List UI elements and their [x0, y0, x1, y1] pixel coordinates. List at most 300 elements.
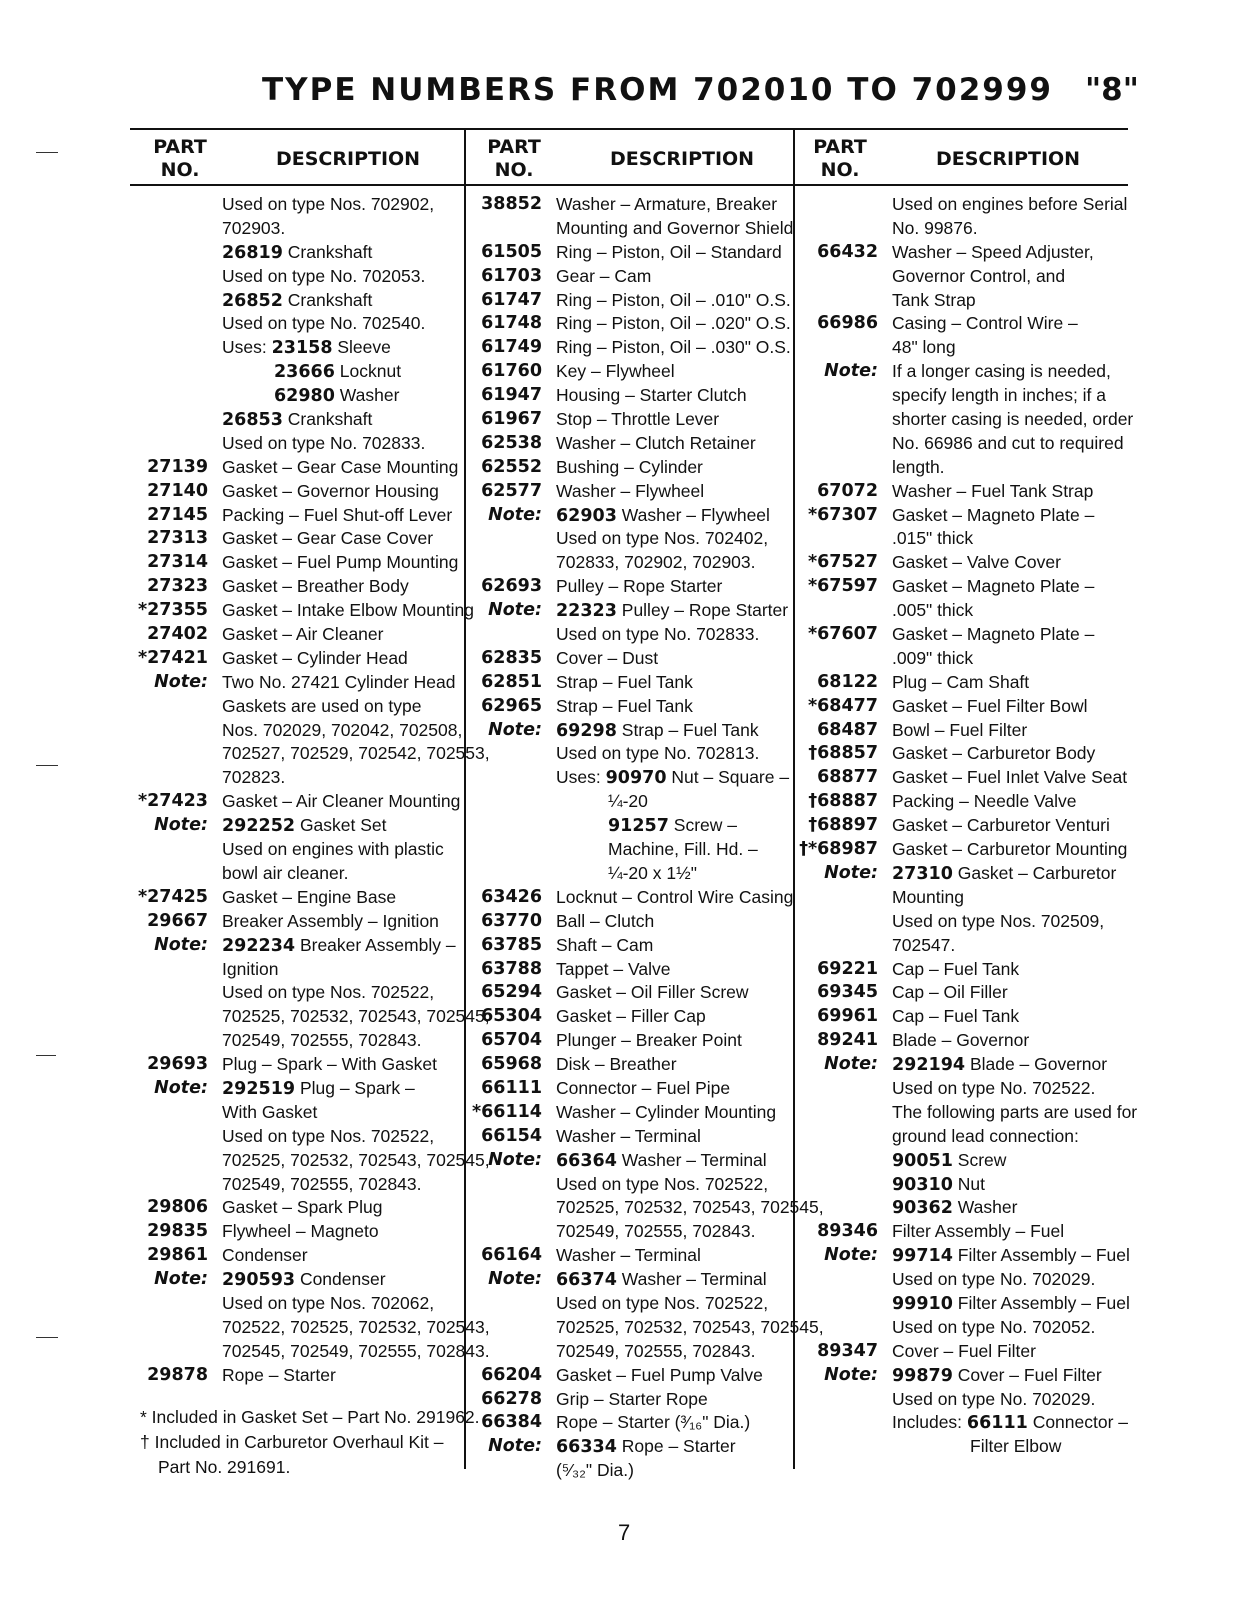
- table-row: [798, 646, 1128, 670]
- table-row: [462, 1172, 790, 1196]
- description-text: Gasket – Breather Body: [222, 576, 409, 597]
- part-description: [892, 909, 1104, 933]
- description-text: No. 66986 and cut to required: [892, 432, 1124, 453]
- part-description: [556, 359, 675, 383]
- table-row: [462, 335, 790, 359]
- table-row: [798, 885, 1128, 909]
- description-text: Washer: [957, 1197, 1018, 1218]
- part-description: [892, 216, 978, 240]
- part-description: [222, 718, 462, 742]
- part-description: [556, 933, 653, 957]
- referenced-part-number: 23158: [271, 338, 333, 359]
- description-text: Packing – Fuel Shut-off Lever: [222, 504, 453, 525]
- description-text: If a longer casing is needed,: [892, 361, 1111, 382]
- table-row: [798, 1148, 1128, 1172]
- table-row: [462, 1291, 790, 1315]
- part-description: [222, 264, 425, 288]
- description-text: Gasket – Magneto Plate –: [892, 504, 1095, 525]
- part-description: [222, 407, 372, 432]
- description-text: 702525, 702532, 702543, 702545,: [222, 1149, 490, 1170]
- part-description: [222, 598, 474, 622]
- table-row: [798, 861, 1128, 885]
- note-label: Note:: [154, 671, 208, 692]
- table-row: [798, 1243, 1128, 1267]
- description-text: 702525, 702532, 702543, 702545,: [222, 1006, 490, 1027]
- description-text: Washer – Flywheel: [621, 504, 770, 525]
- table-row: [462, 431, 790, 455]
- part-description: [556, 1172, 768, 1196]
- part-number: 29861: [147, 1245, 208, 1266]
- part-description: [556, 288, 791, 312]
- table-row: [128, 574, 458, 598]
- description-text: Washer – Armature, Breaker: [556, 194, 778, 214]
- description-text: Gasket – Carburetor Mounting: [892, 839, 1128, 860]
- table-row: [128, 1195, 458, 1219]
- part-description: [556, 1410, 750, 1434]
- description-text: Cap – Fuel Tank: [892, 958, 1020, 979]
- table-row: [128, 1028, 458, 1052]
- referenced-part-number: 90051: [892, 1150, 953, 1171]
- table-row: [128, 837, 458, 861]
- referenced-part-number: 91257: [608, 816, 669, 837]
- part-description: [222, 813, 387, 838]
- part-number: 69221: [817, 958, 878, 979]
- table-row: [128, 909, 458, 933]
- part-description: [222, 885, 396, 909]
- part-description: [222, 670, 455, 694]
- part-number: 66278: [481, 1388, 542, 1409]
- description-text: Blade – Governor: [969, 1054, 1108, 1075]
- part-description: [892, 741, 1095, 765]
- description-text: Gasket – Valve Cover: [892, 552, 1061, 573]
- part-description: [222, 1124, 434, 1148]
- part-number: 67072: [817, 480, 878, 501]
- table-row: [462, 1148, 790, 1172]
- part-description: [608, 837, 758, 861]
- table-row: [798, 240, 1128, 264]
- part-description: [556, 526, 768, 550]
- table-row: [128, 455, 458, 479]
- table-row: [462, 359, 790, 383]
- description-text: Ball – Clutch: [556, 910, 655, 931]
- description-text: Gasket – Carburetor Venturi: [892, 815, 1110, 836]
- part-description: [556, 383, 747, 407]
- table-row: [798, 1339, 1128, 1363]
- part-description: [556, 550, 756, 574]
- description-text: Flywheel – Magneto: [222, 1221, 379, 1242]
- table-row: [128, 622, 458, 646]
- table-row: [128, 718, 463, 742]
- part-description: [556, 1004, 706, 1028]
- description-text: Used on type No. 702540.: [222, 313, 426, 334]
- table-row: [128, 311, 458, 335]
- part-description: [222, 933, 456, 958]
- table-row: [462, 503, 790, 527]
- part-description: [556, 1052, 677, 1076]
- description-text: Housing – Starter Clutch: [556, 385, 747, 406]
- part-number: 27140: [147, 480, 208, 501]
- part-description: [556, 455, 703, 479]
- part-description: [222, 1172, 422, 1196]
- part-description: [222, 574, 409, 598]
- table-row: [462, 1052, 790, 1076]
- part-description: [222, 1004, 490, 1028]
- part-number: 61703: [481, 265, 542, 286]
- part-number: 63770: [481, 910, 542, 931]
- description-text: Washer: [339, 385, 400, 406]
- description-text: Key – Flywheel: [556, 361, 675, 382]
- part-description: [892, 1195, 1017, 1220]
- part-number: 65704: [481, 1030, 542, 1051]
- part-number: 66111: [481, 1077, 542, 1098]
- description-text: (⁵⁄₃₂" Dia.): [556, 1460, 634, 1481]
- part-number: †68887: [808, 791, 878, 812]
- description-text: Locknut: [339, 361, 402, 382]
- table-row: [462, 1028, 790, 1052]
- part-description: [222, 741, 490, 765]
- part-number: 29667: [147, 910, 208, 931]
- table-row: [462, 1434, 790, 1458]
- part-number: 61505: [481, 241, 542, 262]
- description-text: Nut: [957, 1173, 985, 1194]
- table-row: [798, 288, 1128, 312]
- table-row: [798, 1172, 1128, 1196]
- part-description: [222, 192, 434, 216]
- part-number: *27423: [137, 791, 208, 812]
- table-row: [128, 479, 458, 503]
- referenced-part-number: 26853: [222, 410, 283, 431]
- description-text: Tank Strap: [892, 289, 976, 310]
- part-description: [892, 789, 1077, 813]
- description-text: 702525, 702532, 702543, 702545,: [556, 1316, 824, 1337]
- description-text: Crankshaft: [287, 409, 373, 430]
- description-text: Used on type No. 702053.: [222, 265, 426, 286]
- table-row: [462, 1219, 790, 1243]
- part-description: [556, 1219, 756, 1243]
- part-description: [892, 526, 973, 550]
- part-number: 65294: [481, 982, 542, 1003]
- part-description: [222, 1339, 490, 1363]
- part-number: *27421: [137, 647, 208, 668]
- description-text: Plug – Cam Shaft: [892, 671, 1030, 692]
- description-text: Gasket – Oil Filler Screw: [556, 982, 749, 1003]
- part-description: [892, 1243, 1130, 1268]
- part-description: [556, 1243, 701, 1267]
- part-number: 61748: [481, 313, 542, 334]
- referenced-part-number: 292194: [892, 1055, 966, 1076]
- description-text: 702522, 702525, 702532, 702543,: [222, 1316, 490, 1337]
- part-number: 62552: [481, 456, 542, 477]
- part-description: [556, 503, 770, 528]
- description-text: Used on type No. 702029.: [892, 1269, 1096, 1290]
- margin-mark: [36, 765, 58, 766]
- referenced-part-number: 23666: [274, 362, 335, 383]
- table-row: [128, 1124, 458, 1148]
- table-row: [798, 1076, 1128, 1100]
- description-text: Breaker Assembly –: [299, 934, 456, 955]
- table-row: [798, 264, 1128, 288]
- table-row: [798, 311, 1128, 335]
- part-description: [892, 192, 1127, 216]
- parts-column-2: [462, 192, 824, 1482]
- description-text: Nut – Square –: [671, 767, 790, 788]
- description-text: Plunger – Breaker Point: [556, 1030, 742, 1051]
- note-label: Note:: [824, 1245, 878, 1266]
- part-description: [892, 718, 1027, 742]
- referenced-part-number: 292252: [222, 816, 296, 837]
- table-row: [798, 1028, 1128, 1052]
- table-row: [462, 1315, 824, 1339]
- part-description: [892, 885, 964, 909]
- table-row: [798, 765, 1128, 789]
- table-row: [462, 670, 790, 694]
- part-description: [222, 550, 458, 574]
- table-row: [128, 885, 458, 909]
- description-text: Washer – Terminal: [556, 1245, 701, 1266]
- part-number: 27139: [147, 456, 208, 477]
- part-description: [222, 216, 285, 240]
- parts-column-3: [798, 192, 1138, 1458]
- part-description: [222, 1100, 317, 1124]
- table-row: [128, 1076, 458, 1100]
- part-number: 63785: [481, 934, 542, 955]
- table-row: [128, 694, 458, 718]
- part-number: *67527: [807, 552, 878, 573]
- table-row: [798, 694, 1128, 718]
- description-text: Cover – Fuel Filter: [892, 1340, 1036, 1361]
- part-number: 63788: [481, 958, 542, 979]
- part-description: [556, 311, 791, 335]
- description-text: Cover – Dust: [556, 647, 659, 668]
- description-text: Gasket – Gear Case Cover: [222, 528, 434, 549]
- description-text: Connector – Fuel Pipe: [556, 1077, 731, 1098]
- part-number: *67597: [807, 576, 878, 597]
- part-number: *67607: [807, 624, 878, 645]
- column-divider-2: [793, 129, 795, 1469]
- table-row: [462, 622, 790, 646]
- table-row: [798, 813, 1128, 837]
- description-text: Ring – Piston, Oil – Standard: [556, 241, 782, 262]
- description-text: Used on engines before Serial: [892, 194, 1128, 214]
- table-row: [128, 1267, 458, 1291]
- table-row: [798, 1410, 1128, 1434]
- page-number: 7: [618, 1520, 631, 1545]
- table-row: [462, 718, 790, 742]
- description-text: Connector –: [1032, 1412, 1129, 1433]
- description-text: Gasket – Carburetor Body: [892, 743, 1096, 764]
- description-text: Two No. 27421 Cylinder Head: [222, 671, 456, 692]
- description-text: Stop – Throttle Lever: [556, 409, 720, 430]
- description-text: 48" long: [892, 337, 956, 358]
- description-text: 702549, 702555, 702843.: [222, 1173, 422, 1194]
- table-row: [128, 1004, 490, 1028]
- part-description: [222, 288, 372, 313]
- part-description: [222, 646, 408, 670]
- part-description: [556, 598, 788, 623]
- part-description: [556, 240, 782, 264]
- table-row: [798, 837, 1128, 861]
- part-description: [892, 1387, 1095, 1411]
- description-text: Nos. 702029, 702042, 702508,: [222, 719, 463, 740]
- description-text: Breaker Assembly – Ignition: [222, 910, 439, 931]
- part-number: *66114: [471, 1101, 542, 1122]
- description-text: Filter Assembly – Fuel: [957, 1245, 1130, 1266]
- part-description: [222, 1195, 383, 1219]
- description-text: Mounting: [892, 886, 964, 907]
- part-description: [556, 1315, 824, 1339]
- description-text: Disk – Breather: [556, 1054, 677, 1075]
- description-text: Gasket – Engine Base: [222, 886, 397, 907]
- part-description: [892, 670, 1029, 694]
- description-text: 702547.: [892, 934, 956, 955]
- table-row: [798, 526, 1128, 550]
- table-row: [128, 646, 458, 670]
- description-text: Washer – Terminal: [621, 1269, 767, 1290]
- description-text: .009" thick: [892, 647, 974, 668]
- description-text: Shaft – Cam: [556, 934, 654, 955]
- description-text: Strap – Fuel Tank: [621, 719, 759, 740]
- part-number: 89241: [817, 1030, 878, 1051]
- part-description: [222, 311, 425, 335]
- header-col-1: [140, 136, 460, 186]
- description-text: Used on type No. 702522.: [892, 1077, 1096, 1098]
- table-row: [798, 1195, 1128, 1219]
- description-text: Gasket – Governor Housing: [222, 480, 439, 501]
- part-description: [556, 216, 793, 240]
- table-row: [128, 1339, 490, 1363]
- table-row: [798, 980, 1128, 1004]
- note-label: Note:: [824, 1054, 878, 1075]
- part-number: 89346: [817, 1221, 878, 1242]
- referenced-part-number: 62980: [274, 386, 335, 407]
- part-description: [556, 1291, 768, 1315]
- part-number: 62851: [481, 671, 542, 692]
- table-row: [798, 789, 1128, 813]
- table-row: [462, 789, 790, 813]
- table-row: [128, 1363, 458, 1387]
- part-description: [222, 431, 425, 455]
- part-number: 68877: [817, 767, 878, 788]
- part-description: [556, 407, 719, 431]
- note-label: Note:: [154, 1269, 208, 1290]
- part-description: [222, 1267, 386, 1292]
- part-description: [556, 670, 693, 694]
- table-row: [128, 1315, 490, 1339]
- description-text: Machine, Fill. Hd. –: [608, 839, 758, 860]
- part-description: [892, 933, 955, 957]
- part-description: [556, 192, 777, 216]
- description-text: Used on type No. 702833.: [222, 432, 426, 453]
- part-description: [556, 646, 658, 670]
- part-description: [892, 1363, 1102, 1388]
- part-description: [556, 980, 749, 1004]
- part-description: [222, 335, 391, 360]
- description-text: Packing – Needle Valve: [892, 791, 1077, 812]
- table-row: [462, 694, 790, 718]
- description-text: Gasket – Carburetor: [957, 862, 1117, 883]
- description-text: Gasket – Intake Elbow Mounting: [222, 600, 474, 621]
- table-row: [128, 407, 458, 431]
- table-row: [798, 622, 1128, 646]
- part-no-header: PART NO.: [813, 136, 867, 181]
- part-description: [222, 1219, 379, 1243]
- part-number: 62577: [481, 480, 542, 501]
- table-row: [462, 383, 790, 407]
- table-row: [128, 216, 458, 240]
- description-text: Rope – Starter (³⁄₁₆" Dia.): [556, 1412, 751, 1433]
- part-description: [892, 574, 1094, 598]
- table-row: [462, 311, 790, 335]
- part-number: 61947: [481, 385, 542, 406]
- description-text: Used on type No. 702029.: [892, 1388, 1096, 1409]
- part-no-header: PART NO.: [487, 136, 541, 181]
- description-text: Gasket – Cylinder Head: [222, 647, 408, 668]
- description-text: Cover – Fuel Filter: [957, 1364, 1102, 1385]
- table-row: [128, 335, 458, 359]
- description-text: Cap – Fuel Tank: [892, 1006, 1020, 1027]
- part-number: 65968: [481, 1054, 542, 1075]
- table-row: [798, 1004, 1128, 1028]
- footnote-carburetor-kit: † Included in Carburetor Overhaul Kit –: [140, 1432, 444, 1452]
- referenced-part-number: 90362: [892, 1198, 953, 1219]
- note-label: Note:: [488, 1149, 542, 1170]
- part-number: 29806: [147, 1197, 208, 1218]
- part-description: [274, 359, 401, 384]
- part-description: [556, 1124, 701, 1148]
- part-description: [892, 980, 1008, 1004]
- description-text: Ring – Piston, Oil – .010" O.S.: [556, 289, 791, 310]
- part-description: [556, 264, 651, 288]
- referenced-part-number: 66374: [556, 1270, 617, 1291]
- description-text: Condenser: [299, 1269, 386, 1290]
- description-text: With Gasket: [222, 1101, 318, 1122]
- part-description: [892, 1004, 1019, 1028]
- description-text: Governor Control, and: [892, 265, 1066, 286]
- table-row: [128, 598, 474, 622]
- part-description: [222, 1028, 422, 1052]
- table-row: [462, 1076, 790, 1100]
- table-row: [798, 741, 1128, 765]
- part-description: [892, 503, 1094, 527]
- table-row: [798, 503, 1128, 527]
- part-number: *27355: [137, 600, 208, 621]
- table-row: [462, 574, 790, 598]
- part-number: 69961: [817, 1006, 878, 1027]
- table-row: [462, 813, 790, 837]
- description-text: Condenser: [222, 1245, 308, 1266]
- table-row: [462, 837, 790, 861]
- description-text: Gasket – Filler Cap: [556, 1006, 706, 1027]
- referenced-part-number: 66334: [556, 1437, 617, 1458]
- referenced-part-number: 26819: [222, 242, 283, 263]
- description-text: Gasket – Air Cleaner: [222, 624, 384, 645]
- description-text: Gasket – Spark Plug: [222, 1197, 383, 1218]
- table-row: [798, 1291, 1128, 1315]
- part-description: [892, 264, 1065, 288]
- header-col-2: [474, 136, 789, 186]
- part-description: [556, 1148, 767, 1173]
- description-text: Used on type Nos. 702402,: [556, 528, 769, 549]
- description-text: Used on type Nos. 702509,: [892, 910, 1105, 931]
- section-tag: "8": [1085, 72, 1139, 108]
- table-row: [462, 885, 794, 909]
- description-text: Ignition: [222, 958, 279, 979]
- part-number: 66986: [817, 313, 878, 334]
- part-description: [892, 837, 1127, 861]
- part-description: [222, 526, 433, 550]
- table-row: [128, 526, 458, 550]
- description-text: Used on type Nos. 702522,: [556, 1173, 769, 1194]
